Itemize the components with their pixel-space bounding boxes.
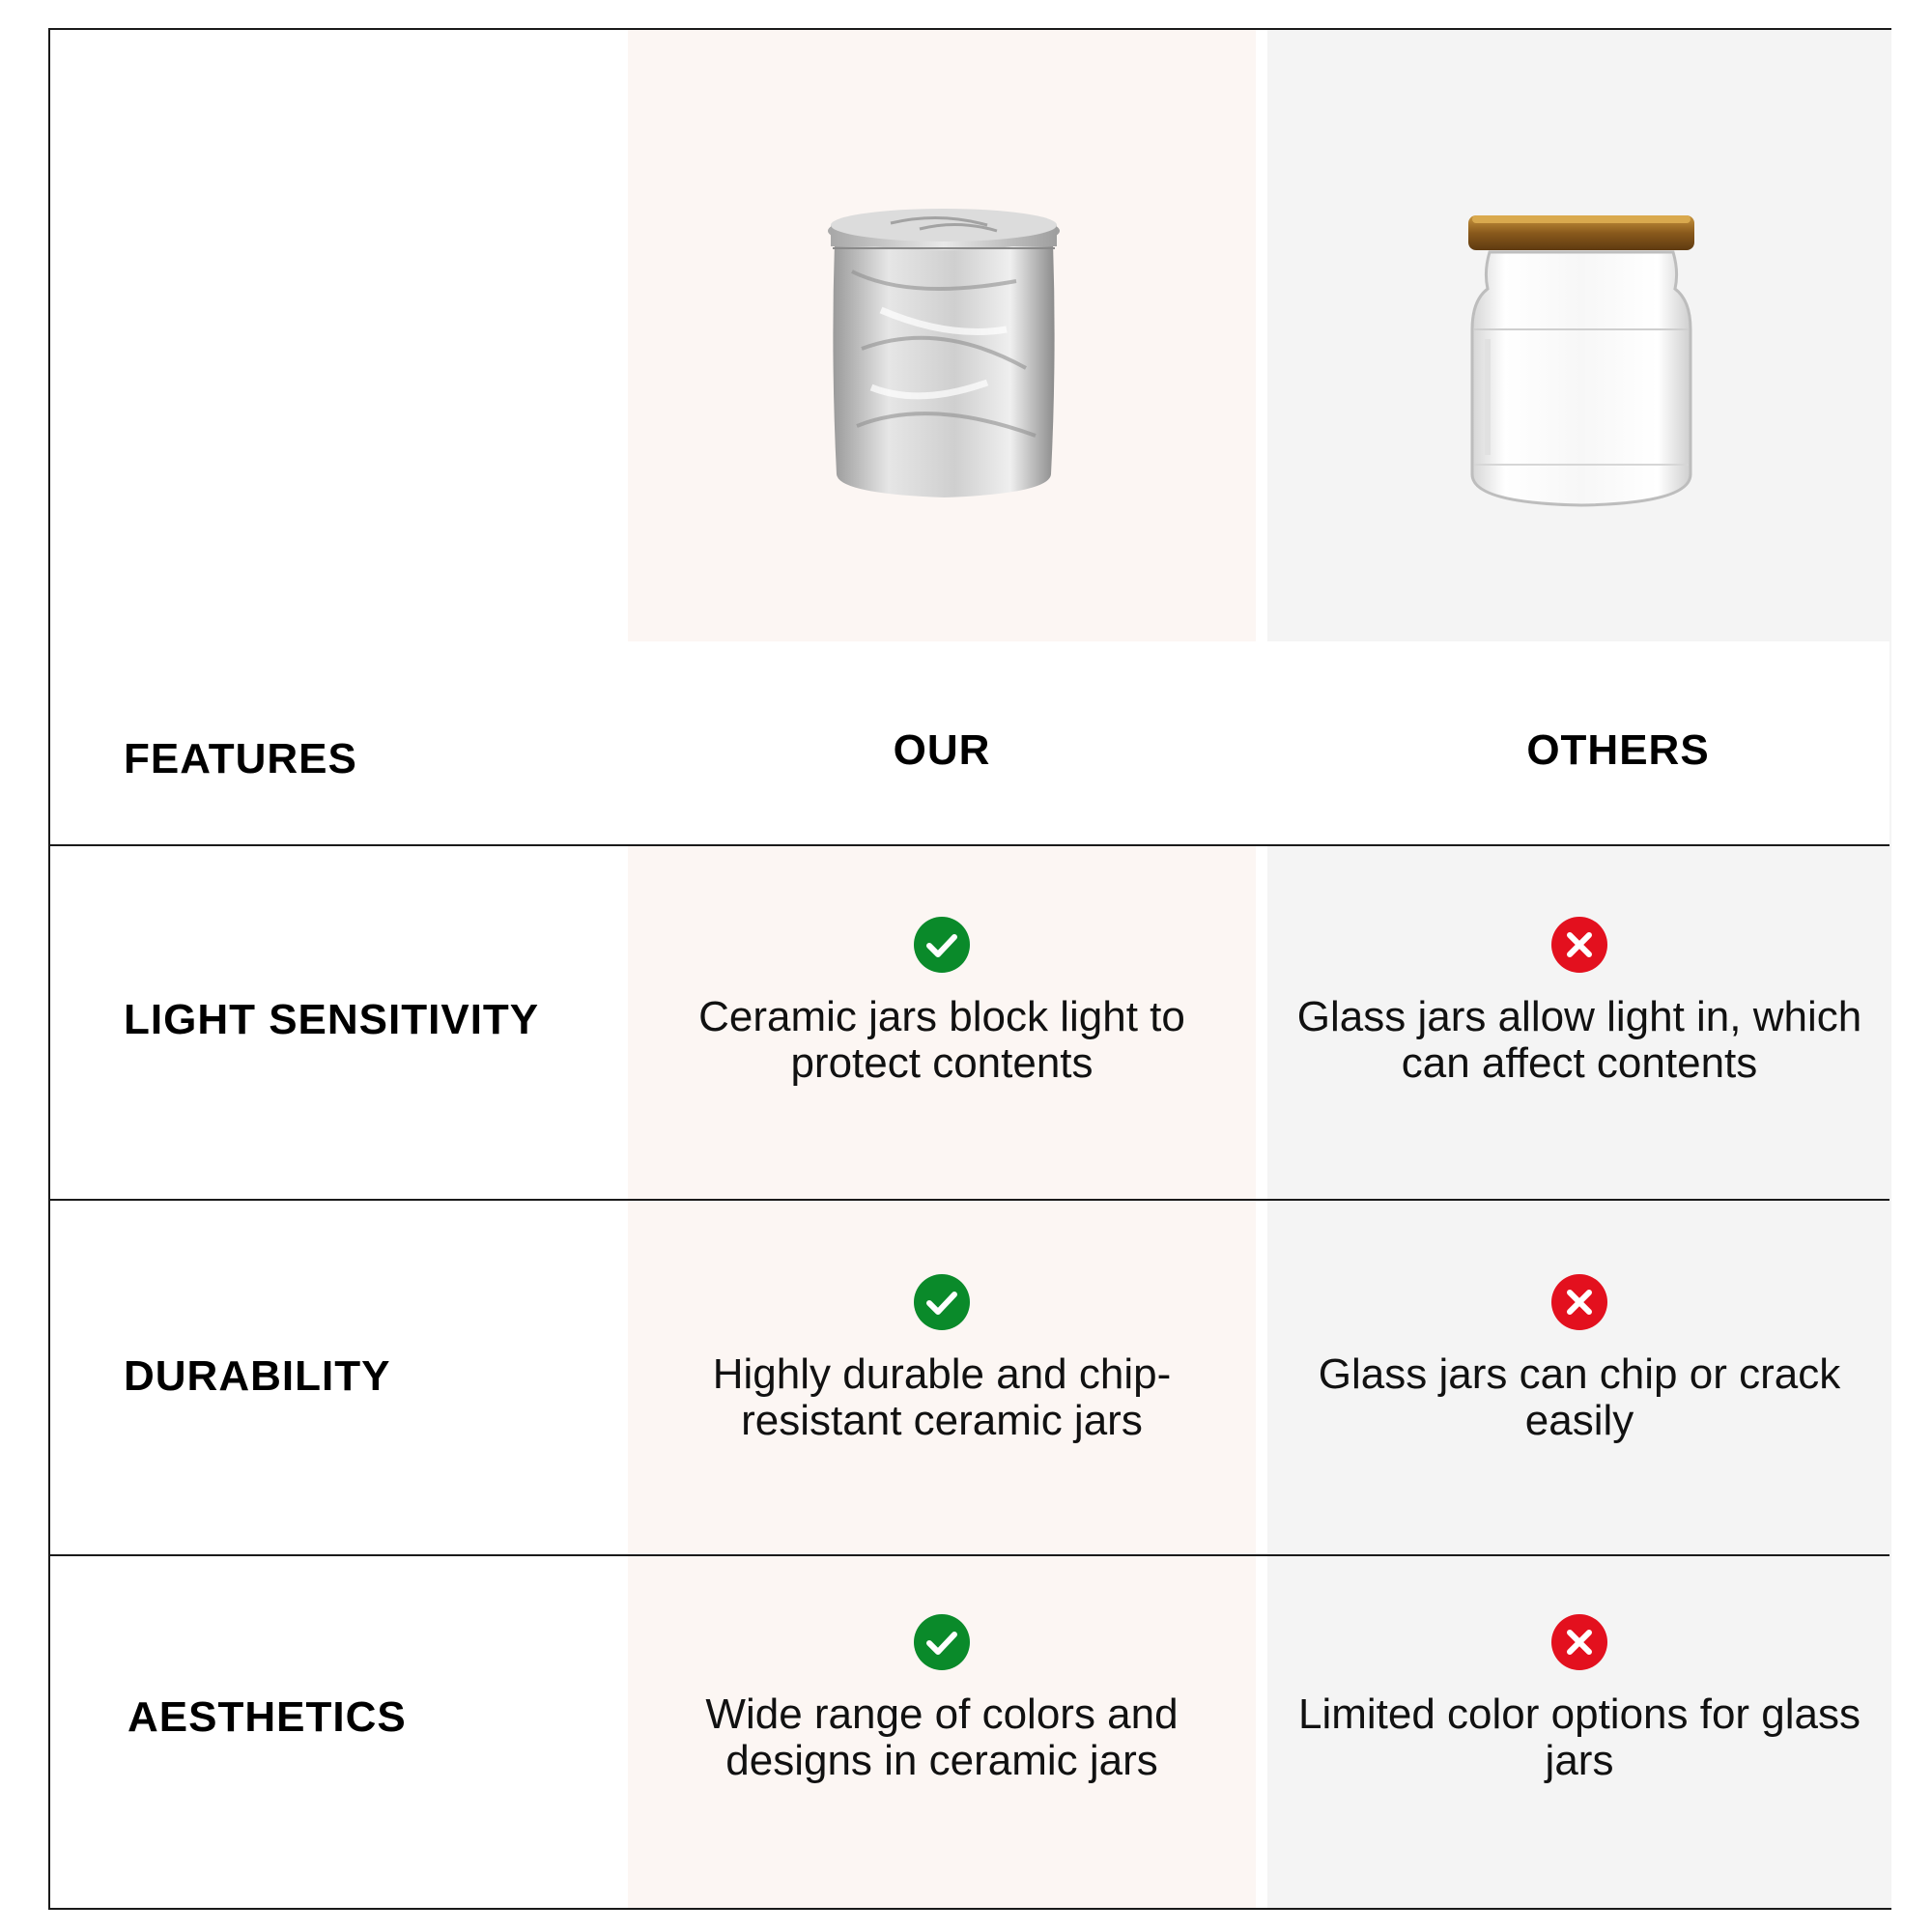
others-text: Limited color options for glass jars: [1297, 1690, 1861, 1784]
our-cell-durability: [642, 1274, 1241, 1444]
others-cell-aesthetics: [1280, 1614, 1879, 1784]
cross-icon: [1551, 1614, 1607, 1670]
feature-label-light-sensitivity: LIGHT SENSITIVITY: [124, 996, 540, 1043]
others-cell-durability: [1280, 1274, 1879, 1444]
our-text: Ceramic jars block light to protect contents: [698, 993, 1185, 1087]
row-divider: [50, 1199, 1889, 1201]
check-icon: [914, 1614, 970, 1670]
comparison-table: [48, 28, 1891, 1910]
feature-label-durability: DURABILITY: [124, 1352, 391, 1400]
feature-label-aesthetics: AESTHETICS: [128, 1693, 407, 1741]
our-text: Wide range of colors and designs in ceramic jars: [705, 1690, 1179, 1784]
row-divider: [50, 844, 1889, 846]
others-text: Glass jars allow light in, which can affect contents: [1296, 993, 1862, 1087]
others-text: Glass jars can chip or crack easily: [1318, 1350, 1841, 1444]
row-divider: [50, 1554, 1889, 1556]
check-icon: [914, 917, 970, 973]
glass-jar-image: [1461, 175, 1702, 513]
our-cell-aesthetics: [642, 1614, 1241, 1784]
others-header: OTHERS: [1526, 726, 1710, 774]
our-text: Highly durable and chip-resistant ceramic jars: [712, 1350, 1172, 1444]
check-icon: [914, 1274, 970, 1330]
ceramic-jar-image: [823, 185, 1065, 513]
features-header: FEATURES: [124, 735, 357, 782]
our-cell-light-sensitivity: [642, 917, 1241, 1087]
cross-icon: [1551, 917, 1607, 973]
our-header: OUR: [893, 726, 991, 774]
others-cell-light-sensitivity: [1280, 917, 1879, 1087]
cross-icon: [1551, 1274, 1607, 1330]
